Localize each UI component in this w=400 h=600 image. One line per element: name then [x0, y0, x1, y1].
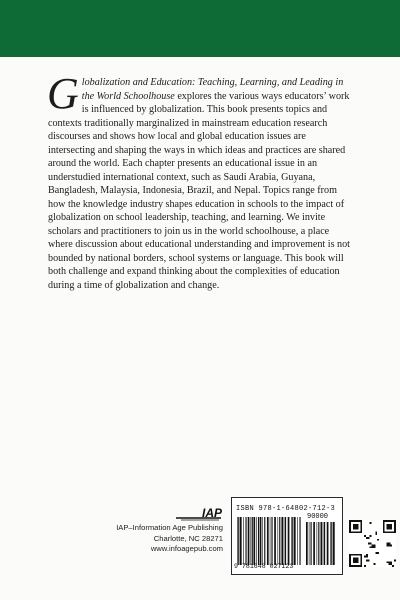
publisher-city: Charlotte, NC 28271	[153, 533, 223, 543]
isbn-label: ISBN 978-1-64802-712-3	[236, 505, 336, 513]
top-color-band	[0, 0, 400, 57]
blurb-body: explores the various ways educators’ work is influenced by globalization. This book presents topics and contexts traditionally marginalized in mainstream education research discourses and shows how local and global education issues are intersecting and shaping the ways in which ideas and practices are shared around the world. Each chapter presents an educational issue in an understudied international context, such as Saudi Arabia, Guyana, Bangladesh, Malaysia, Indonesia, Brazil, and Nepal. Topics range from how the knowledge industry shapes education in schools to the impact of globalization on school leadership, teaching, and learning. We invite scholars and practitioners to join us in the world schoolhouse, a place where discussion about educational understanding and improvement is not bounded by national borders, school systems or language. This book will both challenge and expand thinking about the complexities of education during a time of globalization and change.	[48, 90, 350, 291]
publisher-name: IAP–Information Age Publishing	[116, 523, 223, 532]
ean-digits: 9 781648 027123	[234, 563, 294, 570]
qr-code-icon	[349, 520, 396, 567]
iap-logo-text: IAP	[201, 506, 222, 520]
book-title: lobalization and Education: Teaching, Learning, and Leading in the World Schoolhouse	[81, 77, 344, 102]
drop-cap: G	[47, 69, 79, 118]
back-cover-blurb	[47, 69, 354, 292]
publisher-info	[108, 523, 223, 555]
publisher-url: www.infoagepub.com	[150, 544, 223, 553]
iap-logo-icon	[175, 505, 223, 521]
ean-barcode-icon	[237, 517, 301, 565]
addon-barcode-icon	[306, 522, 336, 565]
barcode-addon-digits: 90000	[307, 513, 329, 521]
